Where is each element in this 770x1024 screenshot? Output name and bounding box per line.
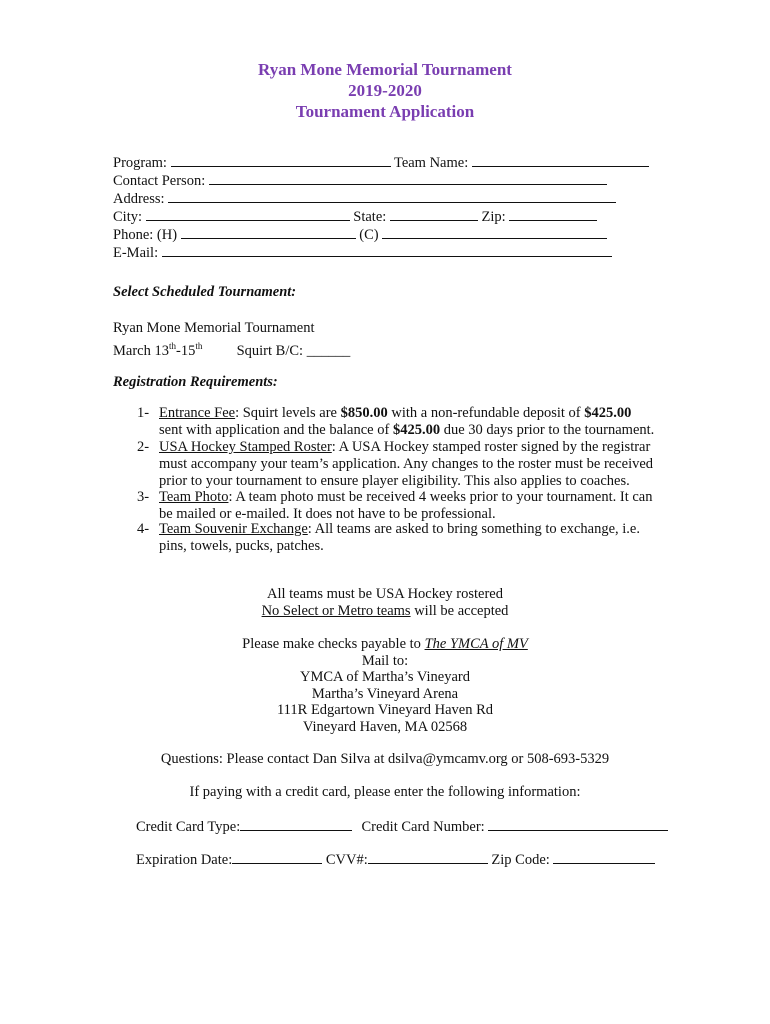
requirement-item-2: 2- USA Hockey Stamped Roster: A USA Hockey stamped roster signed by the registrar must accompany your team’s application. Any changes to the roster must be received prior to your tournament to ensure player eligibility. This also applies to coaches. [137,439,654,489]
credit-row-2 [136,850,655,869]
squirt-division-label: Squirt B/C: [236,342,304,359]
phone-row [113,225,607,244]
phone-home-label: Phone: (H) [113,227,178,243]
team-name-input[interactable] [472,153,649,167]
requirement-item-4: 4- Team Souvenir Exchange: All teams are asked to bring something to exchange, i.e. pins, towels, pucks, patches. [137,521,640,554]
squirt-division-input[interactable]: ______ [306,342,351,359]
mail-address-4: Vineyard Haven, MA 02568 [302,719,468,735]
cvv-input[interactable] [368,850,488,864]
card-zip-input[interactable] [553,850,655,864]
program-row [113,153,649,172]
expiration-input[interactable] [232,850,322,864]
phone-cell-input[interactable] [382,225,607,239]
program-input[interactable] [171,153,391,167]
phone-cell-label: (C) [359,227,379,243]
checks-payable: Please make checks payable to The YMCA of MV [242,636,528,652]
credit-row-1 [136,817,668,836]
contact-input[interactable] [209,171,607,185]
no-select-note: No Select or Metro teams will be accepted [261,603,509,619]
mail-address-3: 111R Edgartown Vineyard Haven Rd [276,702,494,718]
requirement-item-3: 3- Team Photo: A team photo must be received 4 weeks prior to your tournament. It can be mailed or e-mailed. It does not have to be professional. [137,489,653,522]
mail-address-2: Martha’s Vineyard Arena [311,686,459,702]
team-name-label: Team Name: [393,155,469,171]
program-label: Program: [113,155,167,171]
card-type-label: Credit Card Type: [136,819,241,835]
contact-row [113,171,607,190]
tournament-name: Ryan Mone Memorial Tournament [113,320,315,336]
requirement-item-1: 1- Entrance Fee: Squirt levels are $850.00 with a non-refundable deposit of $425.00 sent with application and the balance of $425.00 due 30 days prior to the tournament. [137,405,655,438]
zip-label: Zip: [481,209,506,225]
email-row [113,243,612,262]
email-input[interactable] [162,243,612,257]
phone-home-input[interactable] [181,225,356,239]
city-input[interactable] [146,207,350,221]
address-label: Address: [113,191,165,207]
card-type-input[interactable] [240,817,352,831]
mail-address-1: YMCA of Martha’s Vineyard [299,669,471,685]
credit-card-intro: If paying with a credit card, please enter the following information: [189,784,581,800]
card-number-label: Credit Card Number: [361,819,485,835]
mail-to: Mail to: [361,653,409,669]
rostered-note: All teams must be USA Hockey rostered [267,586,503,602]
tournament-date: March 13th-15th [113,341,203,359]
email-label: E-Mail: [113,245,159,261]
select-tournament-heading: Select Scheduled Tournament: [113,284,297,300]
title-line-1: Ryan Mone Memorial Tournament [258,60,512,79]
card-zip-label: Zip Code: [491,852,550,868]
city-label: City: [113,209,143,225]
city-row [113,207,597,226]
state-label: State: [353,209,387,225]
address-row [113,189,616,208]
contact-label: Contact Person: [113,173,206,189]
questions-contact: Questions: Please contact Dan Silva at dsilva@ymcamv.org or 508-693-5329 [160,751,610,767]
cvv-label: CVV#: [325,852,368,868]
tournament-date-row [113,338,350,360]
address-input[interactable] [168,189,616,203]
state-input[interactable] [390,207,478,221]
zip-input[interactable] [509,207,597,221]
expiration-label: Expiration Date: [136,852,233,868]
title-line-3: Tournament Application [295,102,475,121]
card-number-input[interactable] [488,817,668,831]
title-line-2: 2019-2020 [348,81,422,100]
requirements-heading: Registration Requirements: [113,374,278,390]
